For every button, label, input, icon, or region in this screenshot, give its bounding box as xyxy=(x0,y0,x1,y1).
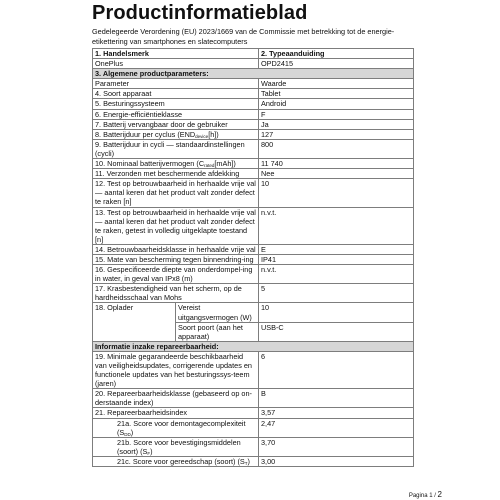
table-row xyxy=(93,351,414,388)
row-value: 2,47 xyxy=(259,418,414,437)
header-parameter: Parameter xyxy=(93,79,259,89)
label-text: ) xyxy=(247,456,250,466)
label-subscript: device xyxy=(195,133,209,139)
row-label: 7. Batterij vervangbaar door de gebruiker xyxy=(93,119,259,129)
row-label xyxy=(93,129,259,139)
table-row xyxy=(93,99,414,109)
label-subscript: F xyxy=(147,450,151,456)
row-label: 16. Gespecificeerde diepte van onderdompel-ing in water, in geval van IPx8 (m) xyxy=(93,265,259,284)
product-info-table xyxy=(92,48,414,467)
label-text: ) xyxy=(130,427,134,437)
row-label: 6. Energie-efficiëntieklasse xyxy=(93,109,259,119)
charger-label: 18. Oplader xyxy=(93,303,176,341)
row-value: 5 xyxy=(259,284,414,303)
table-row xyxy=(93,265,414,284)
label-text: ) xyxy=(150,446,153,456)
section-header-row xyxy=(93,341,414,351)
label-text: 21a. Score voor demontagecomplexiteit (S xyxy=(117,418,246,437)
section-general: 3. Algemene productparameters: xyxy=(93,69,414,79)
row-label: 14. Betrouwbaarheidsklasse in herhaalde vrije val xyxy=(93,244,259,254)
row-value: Android xyxy=(259,99,414,109)
row-value: Tablet xyxy=(259,89,414,99)
section-header-row xyxy=(93,69,414,79)
label-subscript: T xyxy=(244,460,248,466)
brand-label: 1. Handelsmerk xyxy=(93,49,259,59)
row-label: 20. Repareerbaarheidsklasse (gebaseerd op on-derstaande index) xyxy=(93,389,259,408)
row-value: E xyxy=(259,244,414,254)
table-row xyxy=(93,418,414,437)
table-row xyxy=(93,179,414,207)
row-label: 5. Besturingssysteem xyxy=(93,99,259,109)
row-label: 12. Test op betrouwbaarheid in herhaalde vrije val — aantal keren dat het product valt zonder defect te raken [n] xyxy=(93,179,259,207)
charger-power-value: 10 xyxy=(259,303,414,322)
header-value: Waarde xyxy=(259,79,414,89)
row-value: 10 xyxy=(259,179,414,207)
row-value: Ja xyxy=(259,119,414,129)
row-value: 6 xyxy=(259,351,414,388)
regulation-subtitle: Gedelegeerde Verordening (EU) 2023/1669 van de Commissie met betrekking tot de energie-etikettering van smartphones en slatecomputers xyxy=(92,27,395,46)
table-row xyxy=(93,109,414,119)
table-row xyxy=(93,244,414,254)
table-row xyxy=(93,169,414,179)
row-value: F xyxy=(259,109,414,119)
row-value: Nee xyxy=(259,169,414,179)
table-row xyxy=(93,79,414,89)
label-subscript: rated xyxy=(204,163,215,169)
row-label: 19. Minimale gegarandeerde beschikbaarheid van veiligheidsupdates, corrigerende updates en functionele updates van het besturingssys-teem (jaren) xyxy=(93,351,259,388)
charger-port-label: Soort poort (aan het apparaat) xyxy=(176,322,259,341)
table-row xyxy=(93,49,414,59)
row-label: 11. Verzonden met beschermende afdekking xyxy=(93,169,259,179)
charger-port-value: USB-C xyxy=(259,322,414,341)
page-label: Pagina 1 / xyxy=(408,493,436,499)
row-label: 4. Soort apparaat xyxy=(93,89,259,99)
row-label: 9. Batterijduur in cycli — standaardinstellingen (cycli) xyxy=(93,139,259,158)
row-value: 3,00 xyxy=(259,456,414,466)
section-repairability: Informatie inzake repareerbaarheid: xyxy=(93,341,414,351)
table-row xyxy=(93,303,414,322)
label-text: 8. Batterijduur per cyclus (END xyxy=(95,129,196,139)
row-label: 21. Repareerbaarheidsindex xyxy=(93,408,259,418)
table-row xyxy=(93,129,414,139)
label-text: [h]) xyxy=(208,129,219,139)
row-value: n.v.t. xyxy=(259,265,414,284)
charger-power-label: Vereist uitgangsvermogen (W) xyxy=(176,303,259,322)
row-value: 127 xyxy=(259,129,414,139)
table-row xyxy=(93,89,414,99)
row-value: 3,70 xyxy=(259,437,414,456)
label-subscript: DD xyxy=(124,431,131,437)
label-text: [mAh]) xyxy=(214,159,236,169)
page-footer xyxy=(409,490,442,499)
table-row xyxy=(93,139,414,158)
row-label: 15. Mate van bescherming tegen binnendring-ing xyxy=(93,254,259,264)
label-text: 10. Nominaal batterijvermogen (C xyxy=(95,159,205,169)
row-value: 800 xyxy=(259,139,414,158)
table-row xyxy=(93,119,414,129)
row-label xyxy=(93,418,259,437)
row-value: 3,57 xyxy=(259,408,414,418)
row-label: 13. Test op betrouwbaarheid in herhaalde vrije val — aantal keren dat het product valt zonder defect te raken, getest in volledig uitgeklapte toestand [n] xyxy=(93,207,259,244)
brand-value: OnePlus xyxy=(93,59,259,69)
table-row xyxy=(93,254,414,264)
row-label xyxy=(93,159,259,169)
row-label xyxy=(93,437,259,456)
row-value: n.v.t. xyxy=(259,207,414,244)
row-label: 17. Krasbestendigheid van het scherm, op de hardheidsschaal van Mohs xyxy=(93,284,259,303)
row-value: IP41 xyxy=(259,254,414,264)
row-value: B xyxy=(259,389,414,408)
table-row xyxy=(93,207,414,244)
table-row xyxy=(93,284,414,303)
table-row xyxy=(93,437,414,456)
table-row xyxy=(93,456,414,466)
page-total: 2 xyxy=(437,490,442,499)
table-row xyxy=(93,159,414,169)
type-label: 2. Typeaanduiding xyxy=(259,49,414,59)
label-text: 21b. Score voor bevestigingsmiddelen (soort) (S xyxy=(117,437,241,456)
page-title: Productinformatieblad xyxy=(92,2,308,24)
row-label xyxy=(93,456,259,466)
row-value: 11 740 xyxy=(259,159,414,169)
type-value: OPD2415 xyxy=(259,59,414,69)
table-row xyxy=(93,389,414,408)
table-row xyxy=(93,408,414,418)
label-text: 21c. Score voor gereedschap (soort) (S xyxy=(117,456,245,466)
table-row xyxy=(93,59,414,69)
